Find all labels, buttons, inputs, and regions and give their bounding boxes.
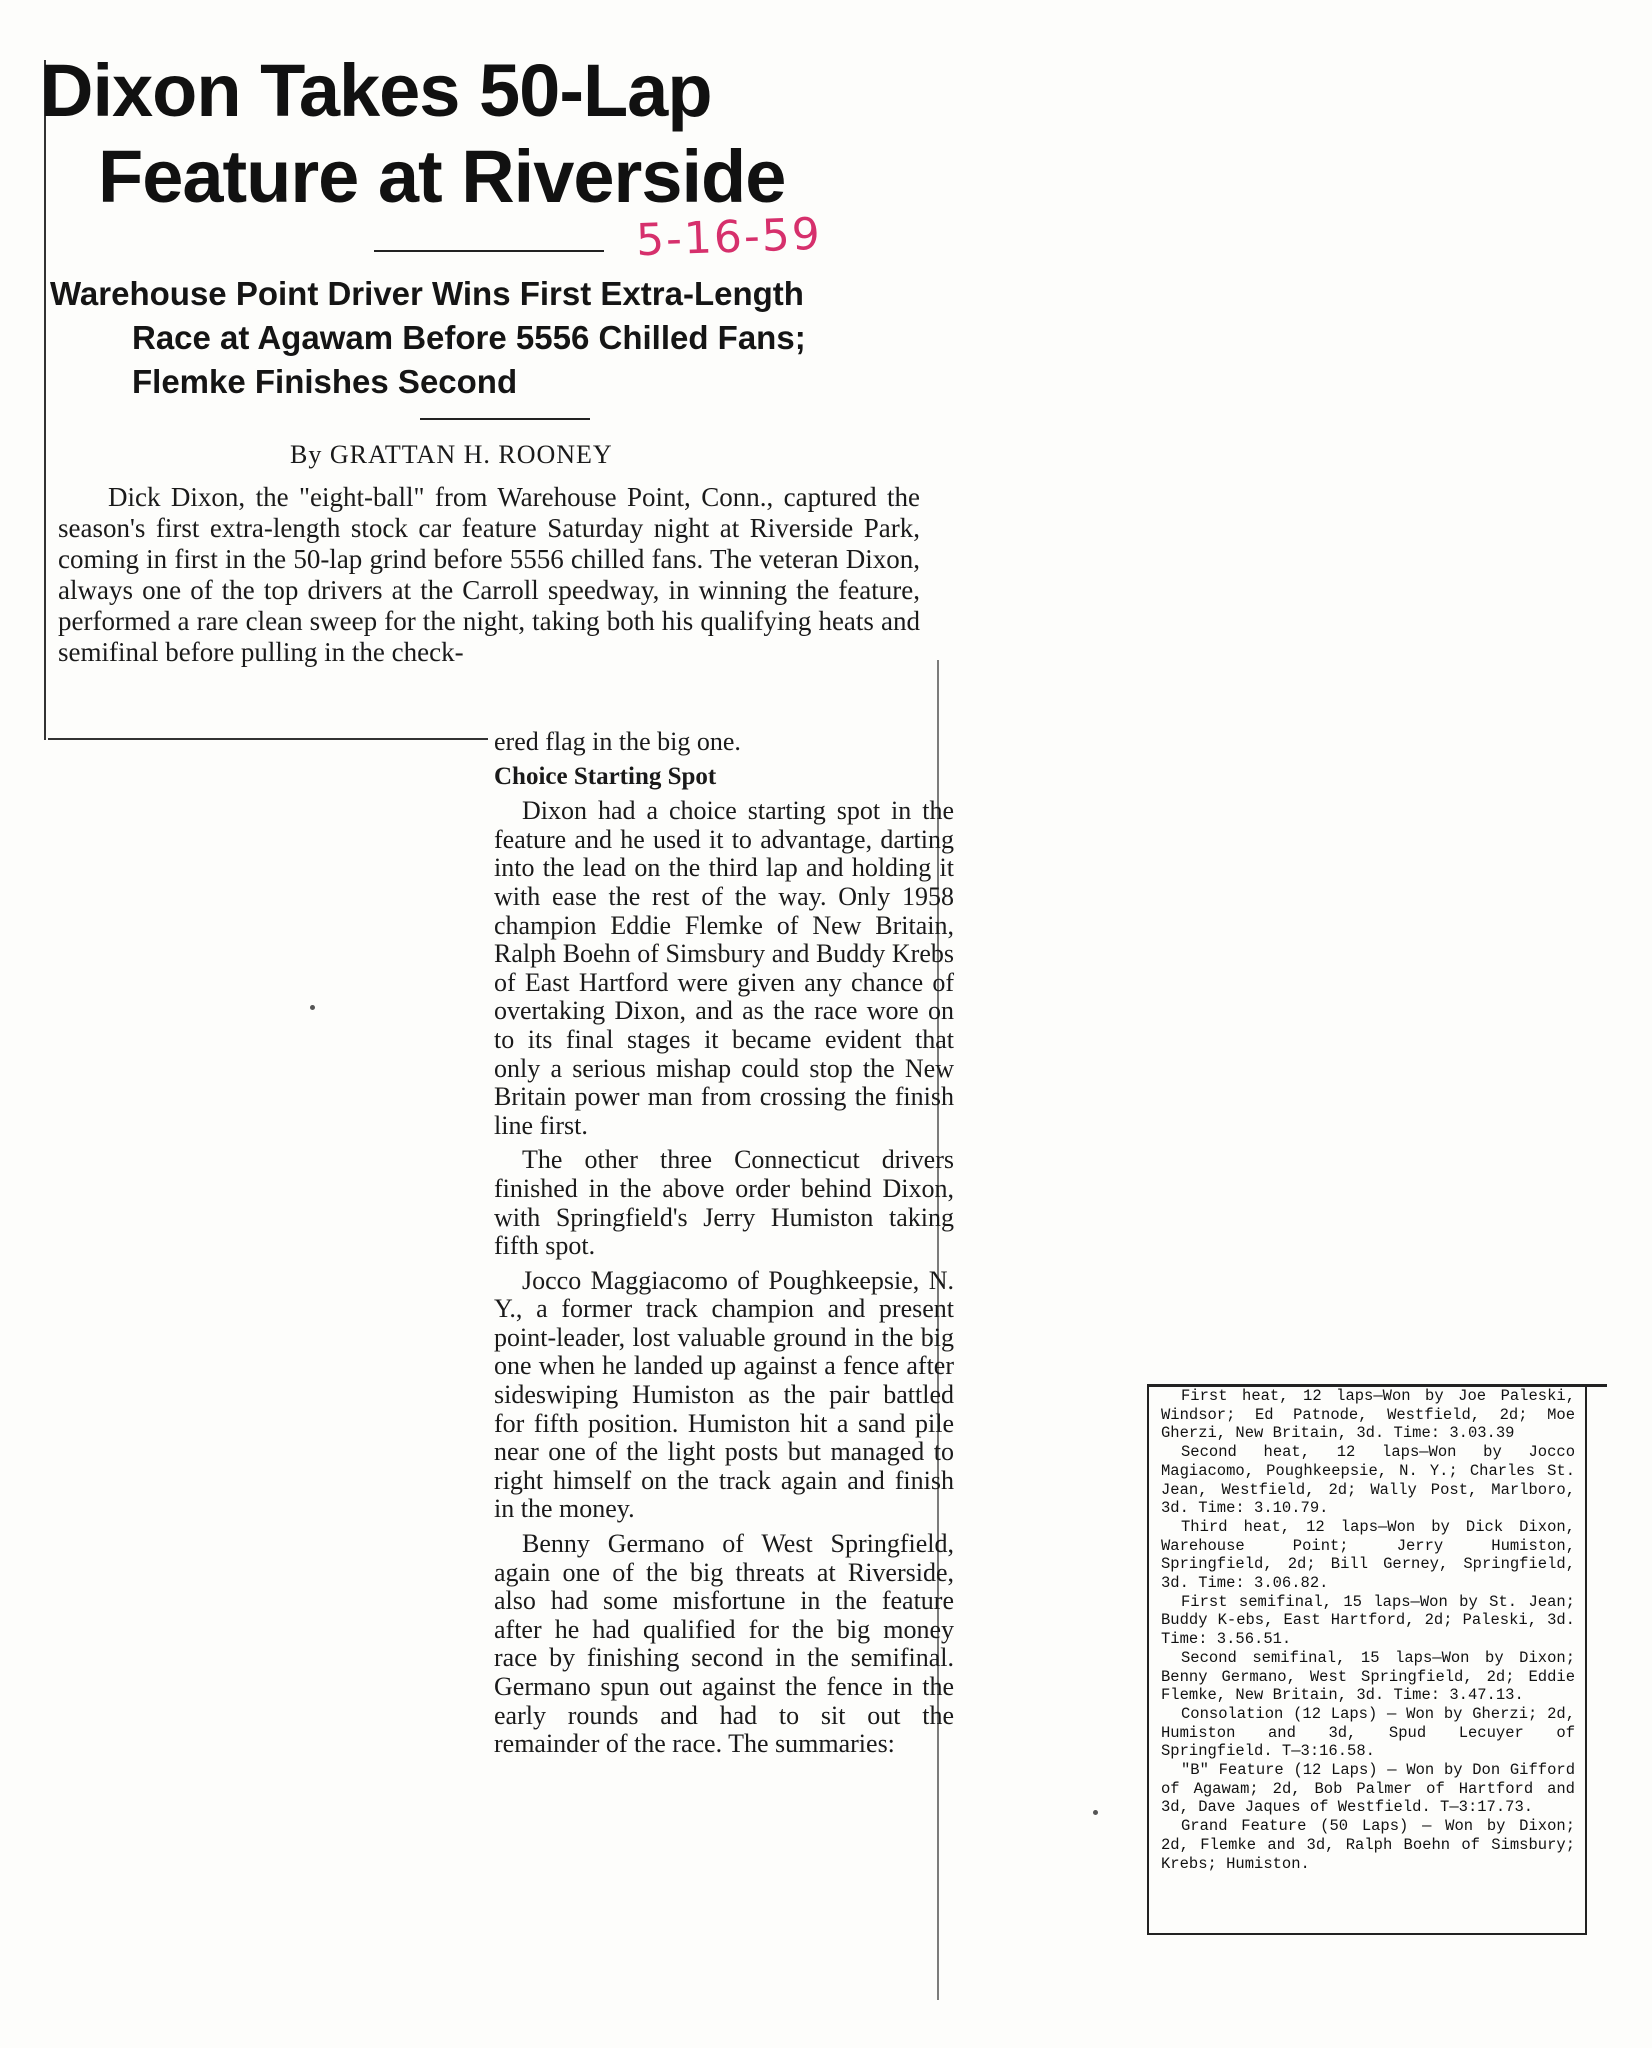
article-paragraph: The other three Connecticut drivers finished in the above order behind Dixon, with Springfield's Jerry Humiston taking fifth spot. [494,1145,954,1261]
byline: By GRATTAN H. ROONEY [290,440,613,469]
subhead-line-1: Warehouse Point Driver Wins First Extra-Length [50,275,804,312]
article-paragraph: Dixon had a choice starting spot in the feature and he used it to advantage, darting into the lead on the third lap and holding it with ease the rest of the way. Only 1958 champion Eddie Flemke of New Britain, Ralph Boehn of Simsbury and Buddy Krebs of East Hartford were given any chance of overtaking Dixon, and as the race wore on to its final stages it became evident that only a serious mishap could stop the New Britain power man from crossing the finish line first. [494,796,954,1140]
clipping-edge-bottom [48,738,488,740]
scan-speck [310,1005,315,1010]
subheadline [50,272,930,404]
article-paragraph: Benny Germano of West Springfield, again one of the big threats at Riverside, also had some misfortune in the feature after he had qualified for the big money race by finishing second in the semifinal. Germano spun out against the fence in the early rounds and had to sit out the remainder of the race. The summaries: [494,1529,954,1759]
summary-item: Second semifinal, 15 laps—Won by Dixon; Benny Germano, West Springfield, 2d; Eddie Flemke, New Britain, 3d. Time: 3.47.13. [1161,1648,1575,1705]
handwritten-date: 5-16-59 [635,208,823,267]
scan-speck [1093,1810,1098,1815]
headline [40,48,920,220]
section-heading: Choice Starting Spot [494,762,717,790]
headline-line-2: Feature at Riverside [98,135,786,218]
summary-item: First semifinal, 15 laps—Won by St. Jean; Buddy K-ebs, East Hartford, 2d; Paleski, 3d. Time: 3.56.51. [1161,1592,1575,1649]
summary-item: "B" Feature (12 Laps) — Won by Don Gifford of Agawam; 2d, Bob Palmer of Hartford and 3d, Dave Jaques of Westfield. T—3:17.73. [1161,1761,1575,1817]
summary-item: First heat, 12 laps—Won by Joe Paleski, Windsor; Ed Patnode, Westfield, 2d; Moe Gherzi, New Britain, 3d. Time: 3.03.39 [1161,1387,1575,1443]
lead-paragraph: Dick Dixon, the "eight-ball" from Warehouse Point, Conn., captured the season's first extra-length stock car feature Saturday night at Riverside Park, coming in first in the 50-lap grind before 5556 chilled fans. The veteran Dixon, always one of the top drivers at the Carroll speedway, in winning the feature, performed a rare clean sweep for the night, taking both his qualifying heats and semifinal before pulling in the check- [58,482,920,667]
article-paragraph: Jocco Maggiacomo of Poughkeepsie, N. Y., a former track champion and present point-leader, lost valuable ground in the big one when he landed up against a fence after sideswiping Humiston as the pair battled for fifth position. Humiston hit a sand pile near one of the light posts but managed to right himself on the track again and finish in the money. [494,1265,954,1524]
divider-rule [420,418,590,420]
lead-continuation: ered flag in the big one. [494,727,741,756]
summary-item: Second heat, 12 laps—Won by Jocco Magiacomo, Poughkeepsie, N. Y.; Charles St. Jean, Westfield, 2d; Wally Post, Marlboro, 3d. Time: 3.10.79. [1161,1443,1575,1518]
summary-item: Third heat, 12 laps—Won by Dick Dixon, Warehouse Point; Jerry Humiston, Springfield, 2d; Bill Gerney, Springfield, 3d. Time: 3.06.82. [1161,1517,1575,1593]
article-column-1 [494,728,954,1765]
summary-item: Grand Feature (50 Laps) — Won by Dixon; 2d, Flemke and 3d, Ralph Boehn of Simsbury; Krebs; Humiston. [1161,1817,1575,1873]
summary-item: Consolation (12 Laps) — Won by Gherzi; 2d, Humiston and 3d, Spud Lecuyer of Springfield. T—3:16.58. [1161,1704,1575,1761]
subhead-line-2: Race at Agawam Before 5556 Chilled Fans; [132,319,806,356]
subhead-line-3: Flemke Finishes Second [132,363,518,400]
race-summaries [1147,1385,1587,1935]
divider-rule [374,250,604,252]
headline-line-1: Dixon Takes 50-Lap [40,49,712,132]
